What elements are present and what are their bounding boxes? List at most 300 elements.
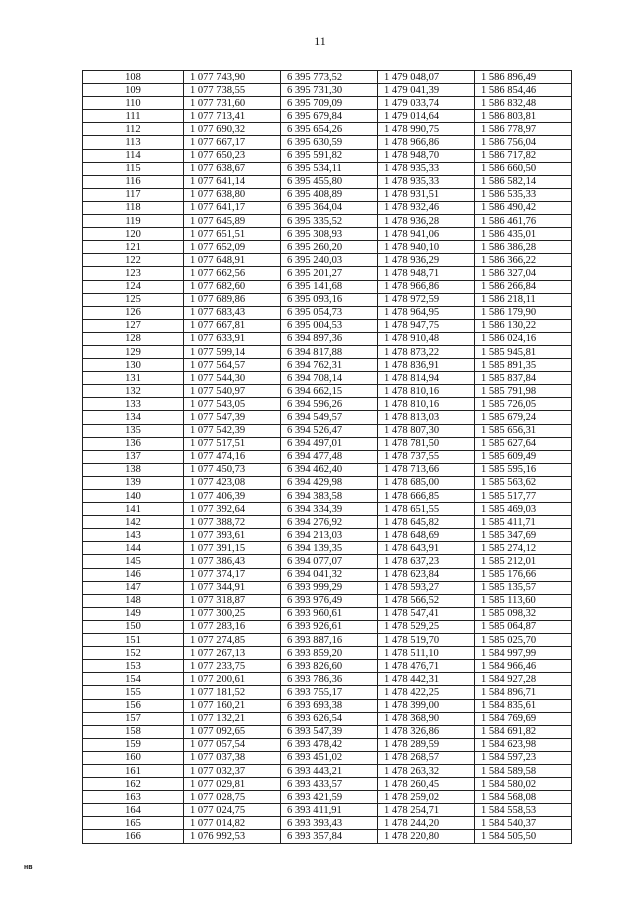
- coordinate-cell: 1 585 411,71: [475, 516, 572, 529]
- table-row: [83, 201, 572, 214]
- coordinate-cell: 6 395 093,16: [281, 293, 378, 306]
- point-number-cell: 112: [83, 123, 184, 136]
- coordinate-cell: 1 585 517,77: [475, 490, 572, 503]
- table-row: [83, 463, 572, 476]
- coordinate-cell: 1 478 936,29: [378, 254, 475, 267]
- point-number-cell: 142: [83, 516, 184, 529]
- coordinate-cell: 1 584 835,61: [475, 699, 572, 712]
- coordinate-cell: 1 586 366,22: [475, 254, 572, 267]
- point-number-cell: 115: [83, 162, 184, 175]
- table-row: [83, 516, 572, 529]
- point-number-cell: 126: [83, 306, 184, 319]
- table-row: [83, 568, 572, 581]
- point-number-cell: 117: [83, 188, 184, 201]
- coordinate-cell: 1 077 633,91: [184, 332, 281, 345]
- coordinate-cell: 6 395 679,84: [281, 110, 378, 123]
- table-row: [83, 359, 572, 372]
- coordinate-cell: 1 478 966,86: [378, 280, 475, 293]
- coordinate-cell: 1 478 422,25: [378, 686, 475, 699]
- table-row: [83, 660, 572, 673]
- coordinate-cell: 1 479 014,64: [378, 110, 475, 123]
- table-row: [83, 555, 572, 568]
- table-row: [83, 607, 572, 620]
- coordinate-cell: 6 395 141,68: [281, 280, 378, 293]
- point-number-cell: 136: [83, 437, 184, 450]
- point-number-cell: 129: [83, 345, 184, 358]
- coordinate-cell: 6 393 826,60: [281, 660, 378, 673]
- point-number-cell: 128: [83, 332, 184, 345]
- coordinate-cell: 1 586 896,49: [475, 71, 572, 84]
- table-row: [83, 581, 572, 594]
- coordinate-cell: 1 478 529,25: [378, 620, 475, 633]
- coordinate-cell: 1 077 029,81: [184, 778, 281, 791]
- coordinate-cell: 1 478 972,59: [378, 293, 475, 306]
- point-number-cell: 156: [83, 699, 184, 712]
- coordinate-cell: 1 478 651,55: [378, 503, 475, 516]
- coordinate-cell: 1 077 648,91: [184, 254, 281, 267]
- coordinate-cell: 1 478 648,69: [378, 529, 475, 542]
- coordinate-cell: 1 478 289,59: [378, 738, 475, 751]
- coordinate-cell: 1 077 682,60: [184, 280, 281, 293]
- table-row: [83, 751, 572, 764]
- table-row: [83, 280, 572, 293]
- coordinate-cell: 1 478 810,16: [378, 398, 475, 411]
- point-number-cell: 113: [83, 136, 184, 149]
- coordinate-cell: 1 584 540,37: [475, 817, 572, 830]
- coordinate-cell: 6 394 662,15: [281, 385, 378, 398]
- coordinate-cell: 1 077 423,08: [184, 476, 281, 489]
- coordinate-cell: 1 478 935,33: [378, 162, 475, 175]
- table-row: [83, 804, 572, 817]
- point-number-cell: 121: [83, 241, 184, 254]
- coordinate-cell: 1 585 025,70: [475, 634, 572, 647]
- coordinate-cell: 6 394 477,48: [281, 450, 378, 463]
- point-number-cell: 120: [83, 228, 184, 241]
- coordinate-cell: 1 077 160,21: [184, 699, 281, 712]
- table-row: [83, 97, 572, 110]
- point-number-cell: 154: [83, 673, 184, 686]
- coordinate-cell: 1 077 517,51: [184, 437, 281, 450]
- table-row: [83, 738, 572, 751]
- coordinate-cell: 6 394 334,39: [281, 503, 378, 516]
- coordinate-cell: 6 394 596,26: [281, 398, 378, 411]
- point-number-cell: 160: [83, 751, 184, 764]
- coordinate-cell: 1 585 891,35: [475, 359, 572, 372]
- coordinate-cell: 1 585 274,12: [475, 542, 572, 555]
- coordinate-cell: 1 584 691,82: [475, 725, 572, 738]
- coordinate-cell: 6 395 534,11: [281, 162, 378, 175]
- coordinate-cell: 1 478 947,75: [378, 319, 475, 332]
- point-number-cell: 124: [83, 280, 184, 293]
- coordinate-cell: 1 077 544,30: [184, 372, 281, 385]
- coordinate-cell: 1 077 032,37: [184, 764, 281, 777]
- table-row: [83, 71, 572, 84]
- coordinate-cell: 1 478 910,48: [378, 332, 475, 345]
- coordinate-cell: 1 478 814,94: [378, 372, 475, 385]
- coordinate-cell: 1 584 589,58: [475, 764, 572, 777]
- coordinate-cell: 1 478 807,30: [378, 424, 475, 437]
- coordinate-cell: 1 586 327,04: [475, 267, 572, 280]
- coordinate-cell: 1 077 638,80: [184, 188, 281, 201]
- coordinate-cell: 1 478 476,71: [378, 660, 475, 673]
- coordinate-cell: 1 077 057,54: [184, 738, 281, 751]
- coordinate-cell: 1 077 386,43: [184, 555, 281, 568]
- point-number-cell: 133: [83, 398, 184, 411]
- coordinate-cell: 1 584 568,08: [475, 791, 572, 804]
- coordinate-cell: 6 395 654,26: [281, 123, 378, 136]
- point-number-cell: 130: [83, 359, 184, 372]
- coordinate-cell: 1 478 685,00: [378, 476, 475, 489]
- coordinate-cell: 1 586 803,81: [475, 110, 572, 123]
- coordinate-cell: 6 394 708,14: [281, 372, 378, 385]
- coordinate-cell: 1 586 218,11: [475, 293, 572, 306]
- table-row: [83, 254, 572, 267]
- table-row: [83, 725, 572, 738]
- coordinate-cell: 6 394 762,31: [281, 359, 378, 372]
- point-number-cell: 166: [83, 830, 184, 843]
- point-number-cell: 150: [83, 620, 184, 633]
- coordinate-cell: 1 478 593,27: [378, 581, 475, 594]
- coordinate-cell: 1 478 645,82: [378, 516, 475, 529]
- point-number-cell: 111: [83, 110, 184, 123]
- coordinate-cell: 1 077 547,39: [184, 411, 281, 424]
- point-number-cell: 114: [83, 149, 184, 162]
- coordinate-cell: 1 479 048,07: [378, 71, 475, 84]
- coordinate-cell: 6 395 054,73: [281, 306, 378, 319]
- point-number-cell: 155: [83, 686, 184, 699]
- coordinate-cell: 6 395 201,27: [281, 267, 378, 280]
- coordinate-cell: 1 077 392,64: [184, 503, 281, 516]
- coordinate-cell: 1 585 627,64: [475, 437, 572, 450]
- table-row: [83, 490, 572, 503]
- table-row: [83, 830, 572, 843]
- coordinate-cell: 1 077 667,17: [184, 136, 281, 149]
- coordinate-cell: 1 478 260,45: [378, 778, 475, 791]
- coordinate-cell: 1 584 997,99: [475, 647, 572, 660]
- table-row: [83, 778, 572, 791]
- coordinate-cell: 1 077 652,09: [184, 241, 281, 254]
- coordinate-cell: 1 478 990,75: [378, 123, 475, 136]
- table-row: [83, 542, 572, 555]
- coordinate-cell: 1 479 041,39: [378, 84, 475, 97]
- coordinate-cell: 1 585 595,16: [475, 463, 572, 476]
- point-number-cell: 138: [83, 463, 184, 476]
- coordinate-cell: 6 395 004,53: [281, 319, 378, 332]
- coordinate-cell: 6 393 433,57: [281, 778, 378, 791]
- coordinate-cell: 1 585 563,62: [475, 476, 572, 489]
- table-row: [83, 764, 572, 777]
- coordinate-cell: 6 393 626,54: [281, 712, 378, 725]
- table-row: [83, 136, 572, 149]
- coordinate-cell: 6 394 817,88: [281, 345, 378, 358]
- coordinate-cell: 6 395 408,89: [281, 188, 378, 201]
- coordinate-cell: 1 586 660,50: [475, 162, 572, 175]
- coordinate-cell: 1 586 179,90: [475, 306, 572, 319]
- point-number-cell: 134: [83, 411, 184, 424]
- point-number-cell: 151: [83, 634, 184, 647]
- coordinate-cell: 1 077 641,14: [184, 175, 281, 188]
- table-row: [83, 450, 572, 463]
- coordinate-cell: 1 077 406,39: [184, 490, 281, 503]
- point-number-cell: 139: [83, 476, 184, 489]
- point-number-cell: 164: [83, 804, 184, 817]
- coordinate-cell: 6 393 999,29: [281, 581, 378, 594]
- table-row: [83, 686, 572, 699]
- coordinate-cell: 1 585 945,81: [475, 345, 572, 358]
- coordinate-cell: 1 478 813,03: [378, 411, 475, 424]
- point-number-cell: 162: [83, 778, 184, 791]
- coordinate-cell: 6 393 478,42: [281, 738, 378, 751]
- point-number-cell: 165: [83, 817, 184, 830]
- point-number-cell: 140: [83, 490, 184, 503]
- coordinate-cell: 1 077 743,90: [184, 71, 281, 84]
- coordinate-cell: 1 478 326,86: [378, 725, 475, 738]
- table-row: [83, 437, 572, 450]
- coordinate-cell: 1 077 092,65: [184, 725, 281, 738]
- point-number-cell: 109: [83, 84, 184, 97]
- coordinate-cell: 1 478 936,28: [378, 215, 475, 228]
- coordinate-cell: 1 586 832,48: [475, 97, 572, 110]
- table-row: [83, 634, 572, 647]
- coordinate-cell: 6 393 976,49: [281, 594, 378, 607]
- coordinate-cell: 6 393 451,02: [281, 751, 378, 764]
- table-row: [83, 411, 572, 424]
- coordinate-cell: 6 395 455,80: [281, 175, 378, 188]
- coordinate-cell: 1 077 543,05: [184, 398, 281, 411]
- coordinate-cell: 1 584 927,28: [475, 673, 572, 686]
- footer-mark: нв: [24, 864, 33, 871]
- point-number-cell: 153: [83, 660, 184, 673]
- table-row: [83, 110, 572, 123]
- coordinate-cell: 1 478 940,10: [378, 241, 475, 254]
- coordinate-cell: 1 077 374,17: [184, 568, 281, 581]
- coordinate-cell: 1 478 737,55: [378, 450, 475, 463]
- table-row: [83, 84, 572, 97]
- coordinate-cell: 1 585 837,84: [475, 372, 572, 385]
- coordinate-cell: 1 478 781,50: [378, 437, 475, 450]
- coordinate-cell: 1 077 638,67: [184, 162, 281, 175]
- coordinate-cell: 1 585 135,57: [475, 581, 572, 594]
- coordinate-cell: 6 393 755,17: [281, 686, 378, 699]
- coordinate-cell: 1 586 582,14: [475, 175, 572, 188]
- table-row: [83, 503, 572, 516]
- coordinate-cell: 1 585 113,60: [475, 594, 572, 607]
- coordinate-cell: 1 584 769,69: [475, 712, 572, 725]
- coordinate-cell: 6 393 357,84: [281, 830, 378, 843]
- coordinate-cell: 6 393 547,39: [281, 725, 378, 738]
- coordinate-cell: 1 077 267,13: [184, 647, 281, 660]
- coordinate-cell: 6 394 462,40: [281, 463, 378, 476]
- coordinate-cell: 1 478 966,86: [378, 136, 475, 149]
- coordinate-cell: 6 393 786,36: [281, 673, 378, 686]
- coordinate-cell: 6 393 393,43: [281, 817, 378, 830]
- coordinate-cell: 1 478 666,85: [378, 490, 475, 503]
- coordinate-cell: 1 077 274,85: [184, 634, 281, 647]
- point-number-cell: 152: [83, 647, 184, 660]
- page-number: 11: [314, 34, 326, 48]
- coordinate-cell: 1 584 896,71: [475, 686, 572, 699]
- table-row: [83, 476, 572, 489]
- coordinate-cell: 1 584 597,23: [475, 751, 572, 764]
- point-number-cell: 131: [83, 372, 184, 385]
- table-row: [83, 673, 572, 686]
- coordinate-cell: 1 585 064,87: [475, 620, 572, 633]
- point-number-cell: 161: [83, 764, 184, 777]
- coordinate-cell: 1 586 490,42: [475, 201, 572, 214]
- coordinate-cell: 6 394 526,47: [281, 424, 378, 437]
- coordinate-cell: 1 586 386,28: [475, 241, 572, 254]
- coordinate-cell: 1 077 300,25: [184, 607, 281, 620]
- coordinate-cell: 6 395 709,09: [281, 97, 378, 110]
- coordinate-cell: 1 077 344,91: [184, 581, 281, 594]
- coordinate-cell: 6 395 260,20: [281, 241, 378, 254]
- coordinate-cell: 1 585 679,24: [475, 411, 572, 424]
- coordinate-cell: 1 077 391,15: [184, 542, 281, 555]
- coordinate-cell: 1 586 778,97: [475, 123, 572, 136]
- coordinate-cell: 1 077 599,14: [184, 345, 281, 358]
- table-row: [83, 332, 572, 345]
- coordinate-cell: 1 478 948,71: [378, 267, 475, 280]
- coordinate-cell: 1 478 244,20: [378, 817, 475, 830]
- coordinate-cell: 1 478 399,00: [378, 699, 475, 712]
- coordinate-cell: 1 585 791,98: [475, 385, 572, 398]
- coordinate-cell: 1 584 966,46: [475, 660, 572, 673]
- coordinate-cell: 1 077 689,86: [184, 293, 281, 306]
- coordinate-cell: 1 586 461,76: [475, 215, 572, 228]
- coordinate-cell: 1 077 393,61: [184, 529, 281, 542]
- coordinate-cell: 1 585 098,32: [475, 607, 572, 620]
- coordinates-table: [82, 70, 572, 844]
- coordinate-cell: 1 077 037,38: [184, 751, 281, 764]
- coordinate-cell: 1 077 181,52: [184, 686, 281, 699]
- point-number-cell: 122: [83, 254, 184, 267]
- coordinate-cell: 1 077 283,16: [184, 620, 281, 633]
- table-row: [83, 123, 572, 136]
- coordinate-cell: 1 478 442,31: [378, 673, 475, 686]
- coordinate-cell: 1 586 854,46: [475, 84, 572, 97]
- coordinate-cell: 6 394 383,58: [281, 490, 378, 503]
- coordinate-cell: 6 395 591,82: [281, 149, 378, 162]
- table-row: [83, 372, 572, 385]
- coordinate-cell: 1 478 511,10: [378, 647, 475, 660]
- coordinate-cell: 1 478 566,52: [378, 594, 475, 607]
- coordinate-cell: 1 585 176,66: [475, 568, 572, 581]
- coordinate-cell: 1 584 558,53: [475, 804, 572, 817]
- coordinate-cell: 1 478 368,90: [378, 712, 475, 725]
- coordinate-cell: 6 393 693,38: [281, 699, 378, 712]
- coordinate-cell: 6 394 897,36: [281, 332, 378, 345]
- point-number-cell: 163: [83, 791, 184, 804]
- coordinate-cell: 1 077 014,82: [184, 817, 281, 830]
- point-number-cell: 157: [83, 712, 184, 725]
- coordinate-cell: 6 394 139,35: [281, 542, 378, 555]
- point-number-cell: 119: [83, 215, 184, 228]
- coordinate-cell: 1 077 645,89: [184, 215, 281, 228]
- coordinate-cell: 1 478 873,22: [378, 345, 475, 358]
- coordinate-cell: 1 478 932,46: [378, 201, 475, 214]
- coordinate-cell: 6 395 308,93: [281, 228, 378, 241]
- coordinate-cell: 1 478 935,33: [378, 175, 475, 188]
- coordinate-cell: 1 077 388,72: [184, 516, 281, 529]
- coordinate-cell: 1 077 024,75: [184, 804, 281, 817]
- coordinate-cell: 1 478 623,84: [378, 568, 475, 581]
- coordinate-cell: 6 395 630,59: [281, 136, 378, 149]
- coordinate-cell: 1 077 662,56: [184, 267, 281, 280]
- coordinate-cell: 1 584 580,02: [475, 778, 572, 791]
- coordinate-cell: 1 585 656,31: [475, 424, 572, 437]
- coordinate-cell: 1 077 641,17: [184, 201, 281, 214]
- point-number-cell: 116: [83, 175, 184, 188]
- coordinate-cell: 1 478 254,71: [378, 804, 475, 817]
- coordinate-cell: 1 478 948,70: [378, 149, 475, 162]
- table-row: [83, 647, 572, 660]
- coordinate-cell: 1 077 667,81: [184, 319, 281, 332]
- coordinate-cell: 1 077 731,60: [184, 97, 281, 110]
- table-row: [83, 699, 572, 712]
- coordinate-cell: 1 076 992,53: [184, 830, 281, 843]
- table-row: [83, 215, 572, 228]
- coordinate-cell: 1 478 810,16: [378, 385, 475, 398]
- coordinate-cell: 1 586 756,04: [475, 136, 572, 149]
- coordinate-cell: 6 393 411,91: [281, 804, 378, 817]
- table-row: [83, 267, 572, 280]
- coordinate-cell: 6 393 960,61: [281, 607, 378, 620]
- coordinate-cell: 1 586 266,84: [475, 280, 572, 293]
- coordinate-cell: 1 077 540,97: [184, 385, 281, 398]
- coordinate-cell: 6 395 364,04: [281, 201, 378, 214]
- point-number-cell: 159: [83, 738, 184, 751]
- point-number-cell: 144: [83, 542, 184, 555]
- point-number-cell: 137: [83, 450, 184, 463]
- coordinate-cell: 1 586 130,22: [475, 319, 572, 332]
- table-row: [83, 712, 572, 725]
- table-row: [83, 228, 572, 241]
- coordinate-cell: 1 077 200,61: [184, 673, 281, 686]
- coordinate-cell: 1 077 542,39: [184, 424, 281, 437]
- coordinate-cell: 6 394 041,32: [281, 568, 378, 581]
- coordinate-cell: 6 393 443,21: [281, 764, 378, 777]
- table-row: [83, 319, 572, 332]
- coordinate-cell: 1 586 024,16: [475, 332, 572, 345]
- coordinate-cell: 1 077 474,16: [184, 450, 281, 463]
- coordinate-cell: 1 077 132,21: [184, 712, 281, 725]
- coordinate-cell: 1 585 347,69: [475, 529, 572, 542]
- point-number-cell: 127: [83, 319, 184, 332]
- coordinate-cell: 1 479 033,74: [378, 97, 475, 110]
- coordinate-cell: 1 077 738,55: [184, 84, 281, 97]
- coordinate-cell: 1 478 547,41: [378, 607, 475, 620]
- coordinate-cell: 1 478 941,06: [378, 228, 475, 241]
- coordinate-cell: 1 478 268,57: [378, 751, 475, 764]
- table-row: [83, 791, 572, 804]
- point-number-cell: 143: [83, 529, 184, 542]
- point-number-cell: 118: [83, 201, 184, 214]
- coordinate-cell: 6 394 077,07: [281, 555, 378, 568]
- coordinate-cell: 1 077 028,75: [184, 791, 281, 804]
- coordinate-cell: 6 394 213,03: [281, 529, 378, 542]
- coordinate-cell: 1 585 212,01: [475, 555, 572, 568]
- coordinate-cell: 1 077 651,51: [184, 228, 281, 241]
- coordinate-cell: 6 395 335,52: [281, 215, 378, 228]
- coordinate-cell: 1 478 637,23: [378, 555, 475, 568]
- coordinate-cell: 1 586 535,33: [475, 188, 572, 201]
- coordinate-cell: 1 478 964,95: [378, 306, 475, 319]
- coordinate-cell: 6 394 276,92: [281, 516, 378, 529]
- table-row: [83, 162, 572, 175]
- coordinate-cell: 1 478 519,70: [378, 634, 475, 647]
- coordinate-cell: 6 393 859,20: [281, 647, 378, 660]
- point-number-cell: 125: [83, 293, 184, 306]
